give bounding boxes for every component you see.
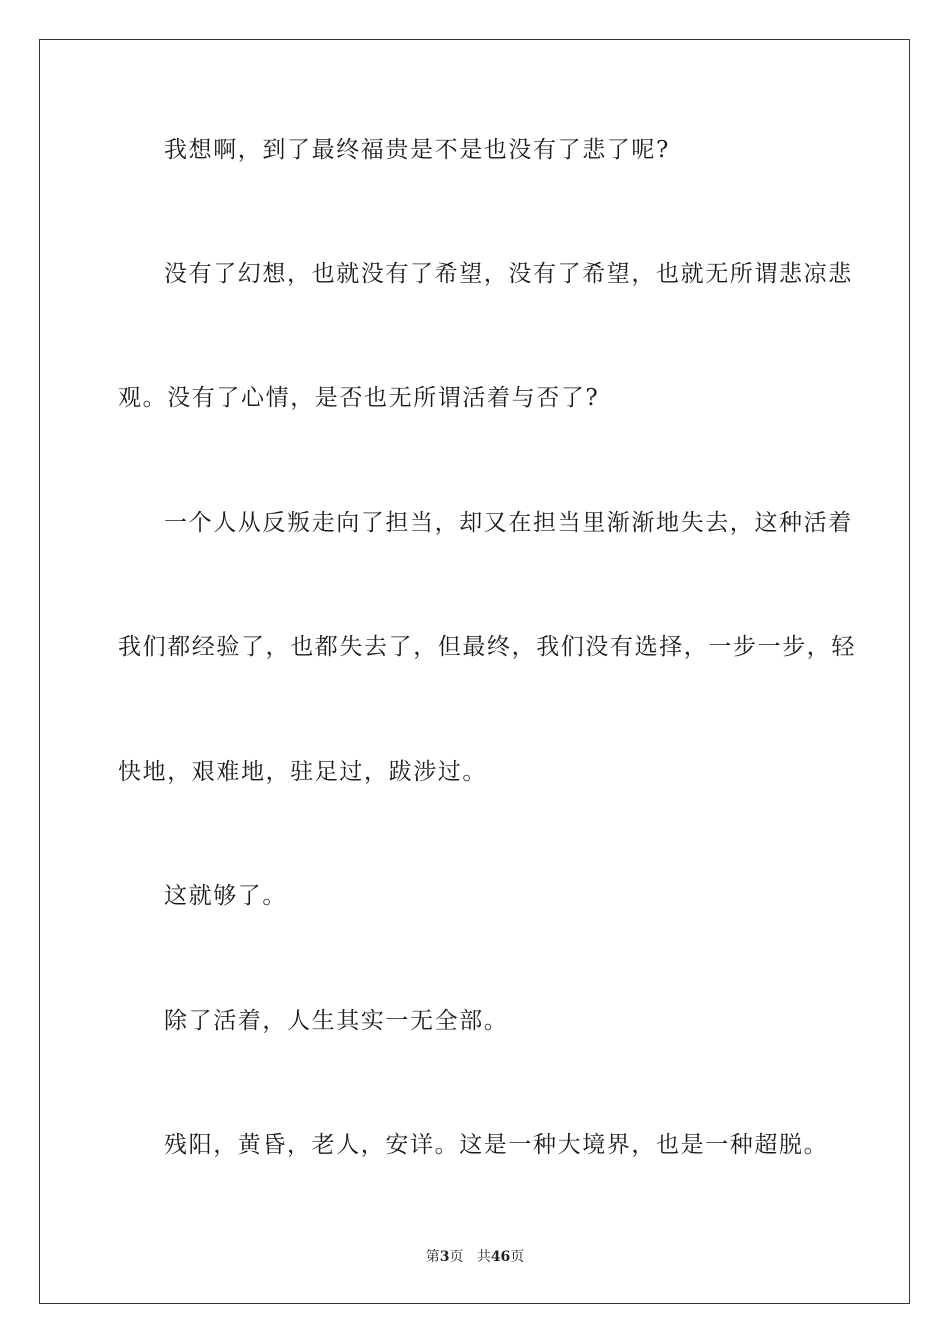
paragraph-line-6: 快地，艰难地，驻足过，跋涉过。 xyxy=(118,759,487,785)
paragraph-line-4: 一个人从反叛走向了担当，却又在担当里渐渐地失去，这种活着 xyxy=(164,510,853,536)
paragraph-line-7: 这就够了。 xyxy=(164,883,287,909)
footer-page-number: 3 xyxy=(439,1249,450,1265)
paragraph-line-3: 观。没有了心情，是否也无所谓活着与否了? xyxy=(118,385,600,411)
footer-total-suffix: 页 xyxy=(510,1249,525,1265)
footer-page-prefix: 第 xyxy=(425,1249,440,1265)
paragraph-line-5: 我们都经验了，也都失去了，但最终，我们没有选择，一步一步，轻 xyxy=(118,634,856,660)
footer-total-pages: 46 xyxy=(490,1249,511,1265)
paragraph-line-9: 残阳，黄昏，老人，安详。这是一种大境界，也是一种超脱。 xyxy=(164,1132,829,1158)
page-footer xyxy=(0,1246,950,1266)
paragraph-line-1: 我想啊，到了最终福贵是不是也没有了悲了呢? xyxy=(164,137,670,163)
paragraph-line-8: 除了活着，人生其实一无全部。 xyxy=(164,1008,509,1034)
footer-total-prefix: 共 xyxy=(476,1249,491,1265)
page-border xyxy=(39,39,910,1304)
footer-page-suffix: 页 xyxy=(449,1249,464,1265)
paragraph-line-2: 没有了幻想，也就没有了希望，没有了希望，也就无所谓悲凉悲 xyxy=(164,261,853,287)
